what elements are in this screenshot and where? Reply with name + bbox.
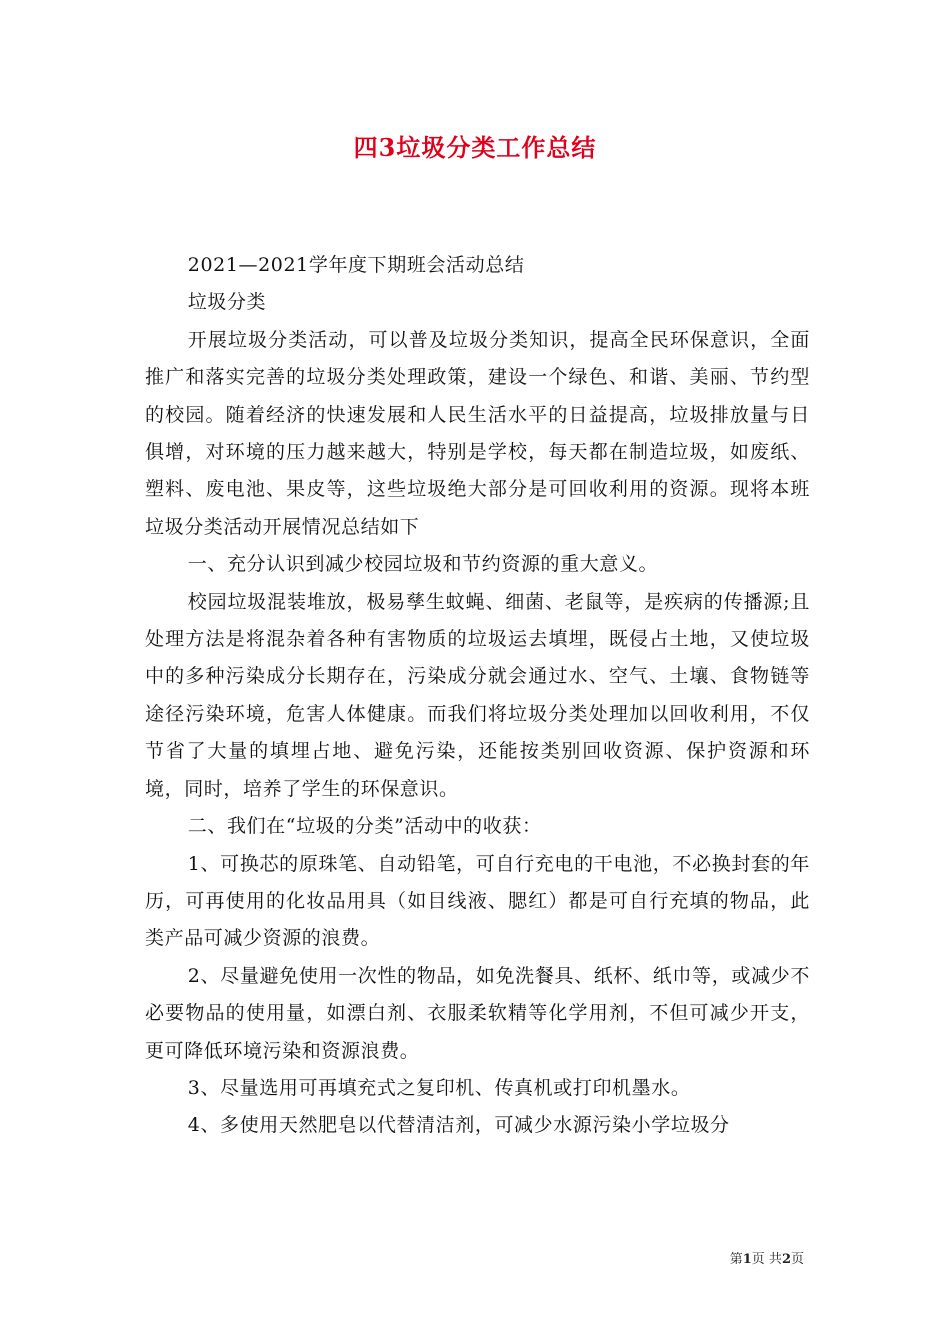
list-item: 4、多使用天然肥皂以代替清洁剂，可减少水源污染小学垃圾分 <box>187 1114 730 1137</box>
footer-suffix: 页 <box>790 1252 804 1267</box>
section-heading: 一、充分认识到减少校园垃圾和节约资源的重大意义。 <box>187 553 659 576</box>
body-paragraph: 开展垃圾分类活动，可以普及垃圾分类知识，提高全民环保意识，全面推广和落实完善的垃圾分类处理政策，建设一个绿色、和谐、美丽、节约型的校园。随着经济的快速发展和人民生活水平的日益提高，垃圾排放量与日俱增，对环境的压力越来越大，特别是学校，每天都在制造垃圾，如废纸、塑料、废电池、果皮等，这些垃圾绝大部分是可回收利用的资源。现将本班垃圾分类活动开展情况总结如下 <box>145 328 810 538</box>
section-heading: 二、我们在“垃圾的分类”活动中的收获： <box>187 815 542 838</box>
list-item: 3、尽量选用可再填充式之复印机、传真机或打印机墨水。 <box>187 1076 691 1099</box>
footer-total-pages: 2 <box>781 1252 791 1267</box>
list-item: 1、可换芯的原珠笔、自动铅笔，可自行充电的干电池，不必换封套的年历，可再使用的化妆品用具（如目线液、腮红）都是可自行充填的物品，此类产品可减少资源的浪费。 <box>145 852 810 950</box>
list-item: 2、尽量避免使用一次性的物品，如免洗餐具、纸杯、纸巾等，或减少不必要物品的使用量，如漂白剂、衣服柔软精等化学用剂，不但可减少开支，更可降低环境污染和资源浪费。 <box>145 964 810 1062</box>
document-body <box>145 247 810 1145</box>
subtitle-line: 2021—2021学年度下期班会活动总结 <box>187 254 525 276</box>
footer-prefix: 第 <box>729 1252 743 1267</box>
footer-current-page: 1 <box>742 1252 752 1267</box>
document-title: 四3垃圾分类工作总结 <box>353 133 597 162</box>
footer-middle: 页 共 <box>751 1252 782 1267</box>
topic-line: 垃圾分类 <box>187 291 267 314</box>
body-paragraph: 校园垃圾混装堆放，极易孳生蚊蝇、细菌、老鼠等，是疾病的传播源;且处理方法是将混杂着各种有害物质的垃圾运去填埋，既侵占土地，又使垃圾中的多种污染成分长期存在，污染成分就会通过水、空气、土壤、食物链等途径污染环境，危害人体健康。而我们将垃圾分类处理加以回收利用，不仅节省了大量的填埋占地、避免污染，还能按类别回收资源、保护资源和环境，同时，培养了学生的环保意识。 <box>145 590 810 800</box>
page-number-footer <box>730 1248 804 1267</box>
